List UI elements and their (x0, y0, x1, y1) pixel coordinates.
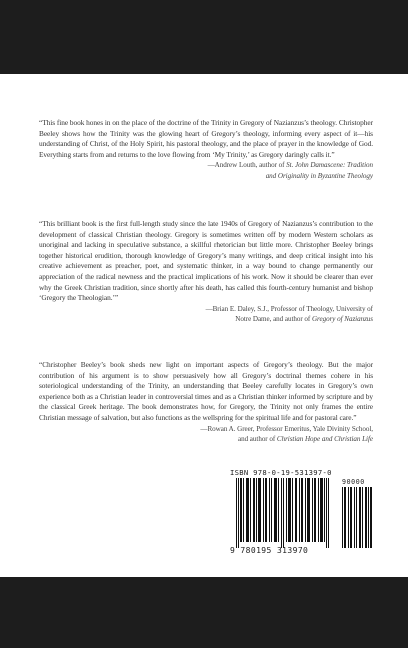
attribution-prefix: —Andrew Louth, author of (207, 161, 287, 170)
bottom-dark-band (0, 577, 408, 648)
attribution-title-cont: and Originality in Byzantine Theology (265, 171, 373, 180)
blurb-greer (39, 360, 373, 445)
cover-page (0, 74, 408, 577)
attribution-line1: —Brian E. Daley, S.J., Professor of Theology, University of (205, 304, 373, 313)
blurb-text: “Christopher Beeley’s book sheds new light on important aspects of Gregory’s theology. But the major contribution of his argument is to show persuasively how all Gregory’s doctrinal themes cohere in his soteriological understanding of the Trinity, an understanding that Beeley carefully locates in Gregory’s own experience both as a Christian leader in controversial times and as a Christian thinker informed by scripture and by the classical Greek heritage. The book demonstrates how, for Gregory, the Trinity not only frames the entire Christian message of salvation, but also functions as the wellspring for the spiritual life and for pastoral care.” (39, 360, 373, 422)
attribution-title: St. John Damascene: Tradition (286, 161, 373, 170)
addon-digits: 90000 (342, 478, 365, 486)
attribution-prefix: and author of (237, 435, 277, 444)
blurb-daley (39, 219, 373, 325)
top-dark-band (0, 0, 408, 74)
blurb-louth (39, 118, 373, 182)
blurb-attribution (39, 424, 373, 445)
blurb-text: “This fine book hones in on the place of the doctrine of the Trinity in Gregory of Nazianzus’s theology. Christopher Beeley shows how the Trinity was the glowing heart of Gregory’s theology, informing every aspect of it—his understanding of Christ, of the Holy Spirit, his pastoral theology, and the place of prayer in the knowledge of God. Everything starts from and returns to the love flowing from ‘My Trinity,’ as Gregory daringly calls it.” (39, 118, 373, 159)
attribution-prefix: Notre Dame, and author of (235, 315, 312, 324)
isbn-label: ISBN 978-0-19-531397-0 (230, 468, 332, 477)
isbn-barcode (230, 468, 374, 562)
blurb-attribution (39, 160, 373, 181)
blurb-attribution (39, 304, 373, 325)
blurb-text: “This brilliant book is the first full-length study since the late 1940s of Gregory of Nazianzus’s contribution to the development of classical Christian theology. Gregory is sometimes written off by modern Western scholars as unoriginal and lacking in speculative substance, a skillful rhetorician but little more. Christopher Beeley brings together historical erudition, thorough knowledge of Gregory’s many writings, and deep critical insight into his creative achievement as preacher, poet, and systematic thinker, in a way bound to change permanently our appreciation of the radical newness and the practical implications of his work. Now it should be clearer than ever why the Greek Christian tradition, since shortly after his death, has called this fourth-century humanist and bishop ‘Gregory the Theologian.’” (39, 219, 373, 303)
addon-barcode-bars (340, 478, 374, 548)
attribution-title: Christian Hope and Christian Life (276, 435, 373, 444)
attribution-title: Gregory of Nazianzus (311, 315, 373, 324)
attribution-line1: —Rowan A. Greer, Professor Emeritus, Yale Divinity School, (200, 424, 373, 433)
barcode-digits: 9 780195 313970 (230, 546, 309, 555)
barcode-bars (230, 478, 336, 548)
